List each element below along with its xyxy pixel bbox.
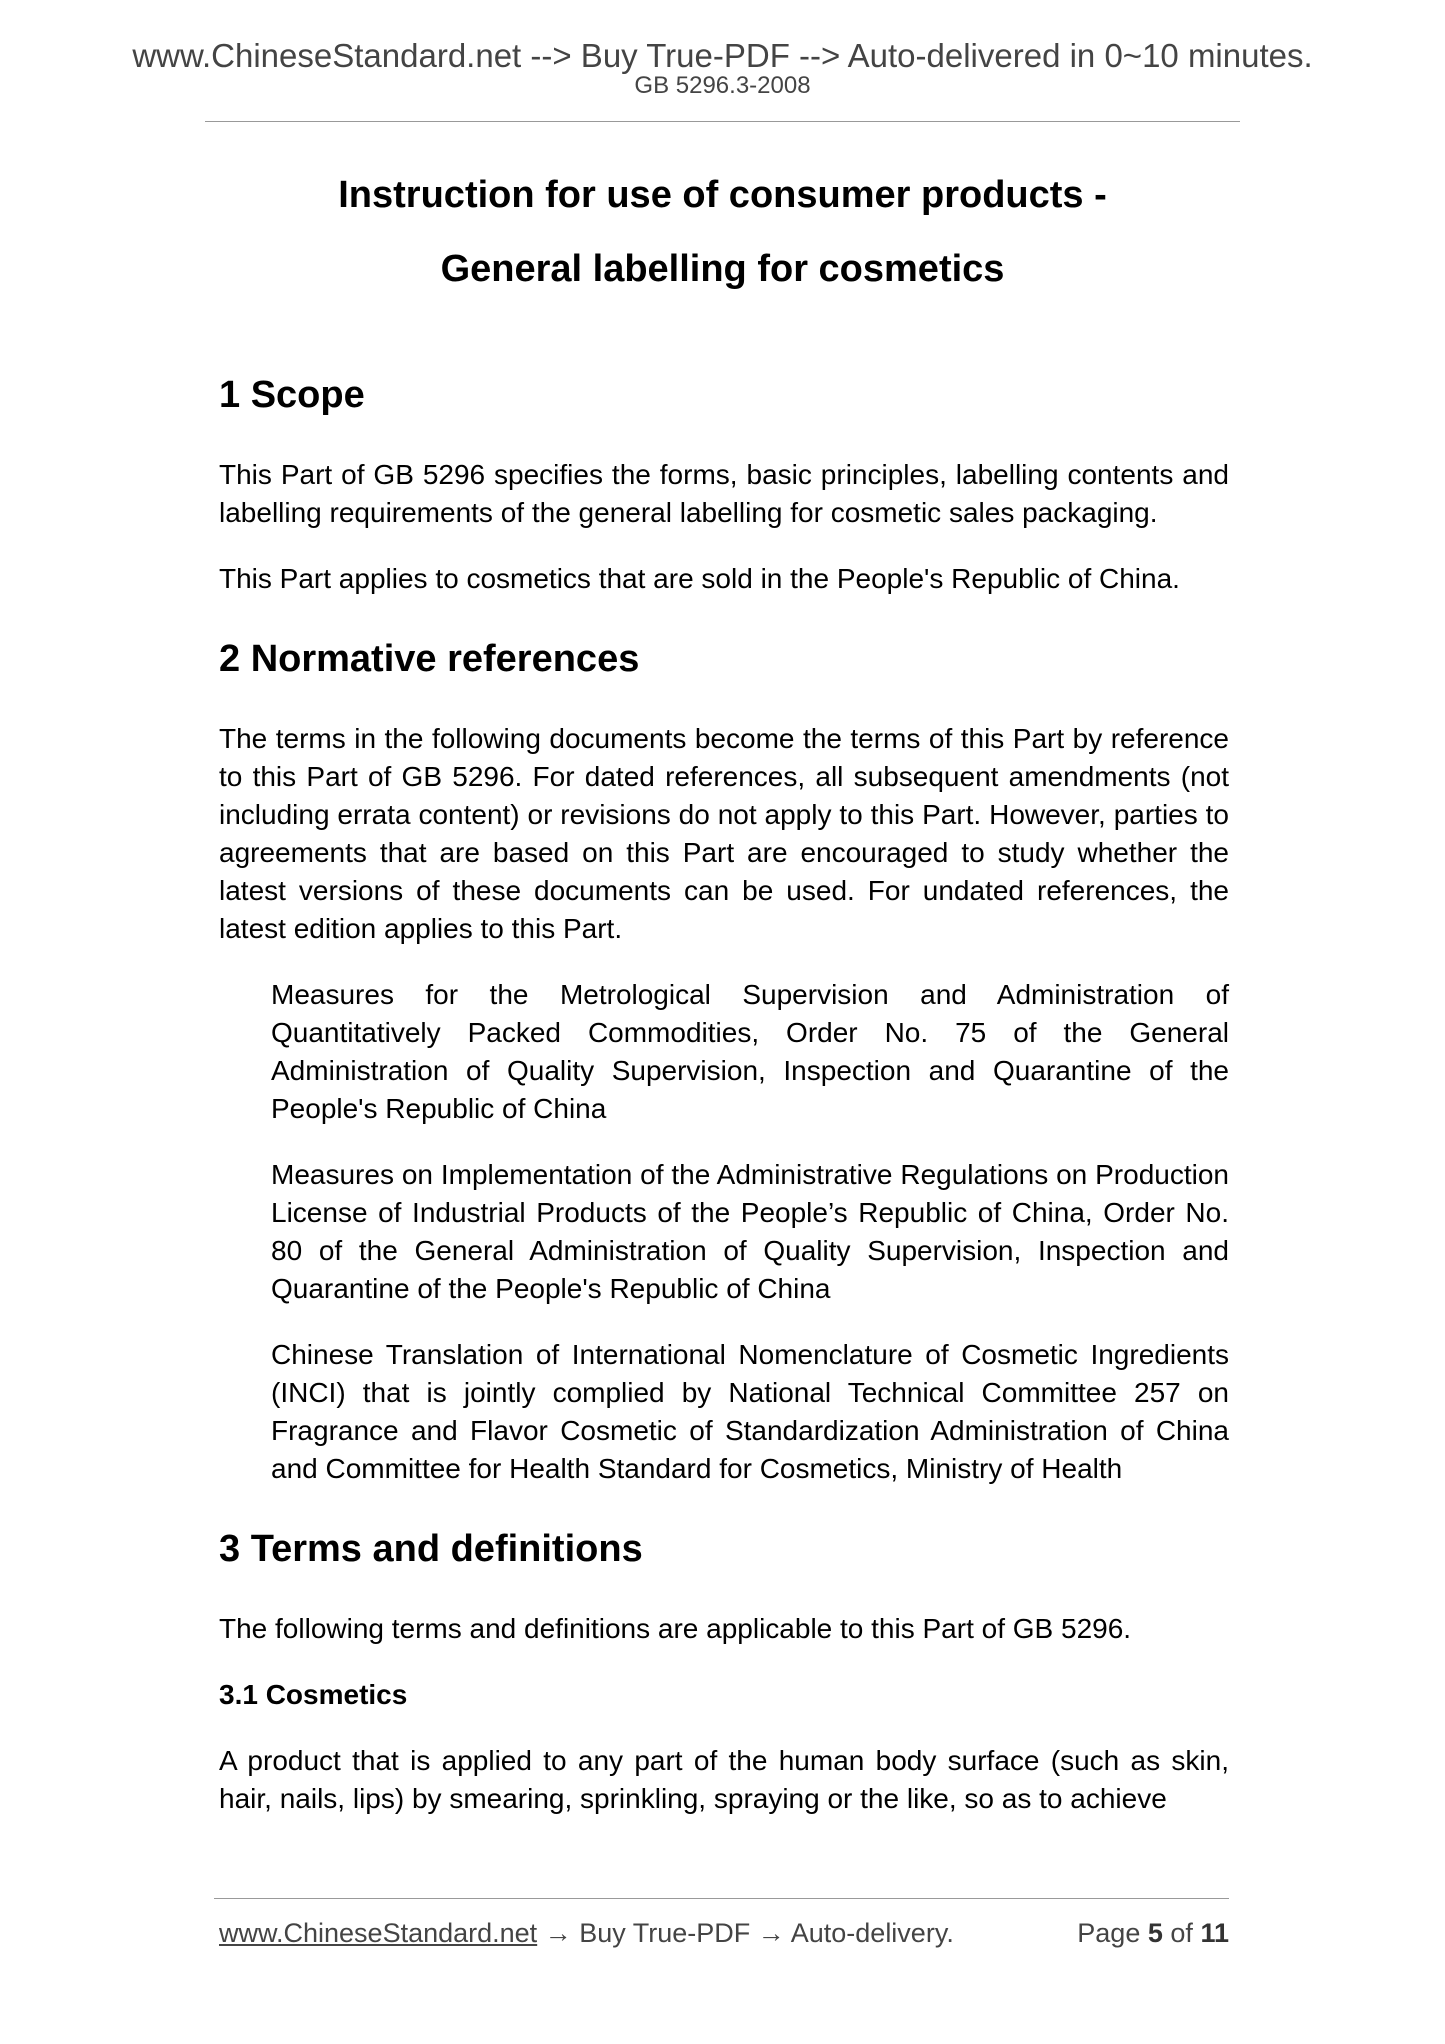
reference-item: Chinese Translation of International Nomenclature of Cosmetic Ingredients (INCI) that is jointly complied by National Technical Committee 257 on Fragrance and Flavor Cosmetic of Standardization Administration of China and Committee for Health Standard for Cosmetics, Ministry of Health	[271, 1339, 1229, 1484]
document-title-line-1: Instruction for use of consumer products -	[338, 174, 1107, 216]
page-total: 11	[1200, 1918, 1229, 1948]
page-number: 5	[1147, 1918, 1163, 1948]
footer-text: → Buy True-PDF → Auto-delivery.	[537, 1918, 954, 1948]
reference-item: Measures for the Metrological Supervision and Administration of Quantitatively Packed Commodities, Order No. 75 of the General Administration of Quality Supervision, Inspection and Quarantine of the People's Republic of China	[271, 979, 1229, 1124]
page-label: Page	[1077, 1918, 1141, 1948]
subsection-heading-cosmetics: 3.1 Cosmetics	[219, 1679, 408, 1710]
document-title-line-2: General labelling for cosmetics	[440, 248, 1005, 290]
section-heading-terms: 3 Terms and definitions	[219, 1528, 643, 1570]
header-divider	[205, 121, 1240, 122]
section-heading-scope: 1 Scope	[219, 374, 365, 416]
terms-paragraph-1: The following terms and definitions are applicable to this Part of GB 5296.	[219, 1613, 1132, 1644]
scope-paragraph-1: This Part of GB 5296 specifies the forms, basic principles, labelling contents and labelling requirements of the general labelling for cosmetic sales packaging.	[219, 459, 1229, 528]
footer-site-link[interactable]: www.ChineseStandard.net	[219, 1918, 538, 1948]
document-code: GB 5296.3-2008	[634, 72, 811, 99]
page-indicator	[1077, 1914, 1229, 1952]
page-footer	[219, 1914, 1229, 1954]
normative-paragraph-1: The terms in the following documents become the terms of this Part by reference to this Part of GB 5296. For dated references, all subsequent amendments (not including errata content) or revisions do not apply to this Part. However, parties to agreements that are based on this Part are encouraged to study whether the latest versions of these documents can be used. For undated references, the latest edition applies to this Part.	[219, 723, 1229, 944]
cosmetics-definition: A product that is applied to any part of the human body surface (such as skin, hair, nails, lips) by smearing, sprinkling, spraying or the like, so as to achieve	[219, 1745, 1229, 1814]
section-heading-normative-references: 2 Normative references	[219, 638, 640, 680]
footer-divider	[214, 1898, 1229, 1899]
of-label: of	[1170, 1918, 1193, 1948]
header-banner: www.ChineseStandard.net --> Buy True-PDF --> Auto-delivered in 0~10 minutes.	[132, 37, 1313, 74]
scope-paragraph-2: This Part applies to cosmetics that are sold in the People's Republic of China.	[219, 563, 1180, 594]
document-body	[219, 372, 1229, 1818]
reference-item: Measures on Implementation of the Administrative Regulations on Production License of Industrial Products of the People’s Republic of China, Order No. 80 of the General Administration of Quality Supervision, Inspection and Quarantine of the People's Republic of China	[271, 1159, 1229, 1304]
